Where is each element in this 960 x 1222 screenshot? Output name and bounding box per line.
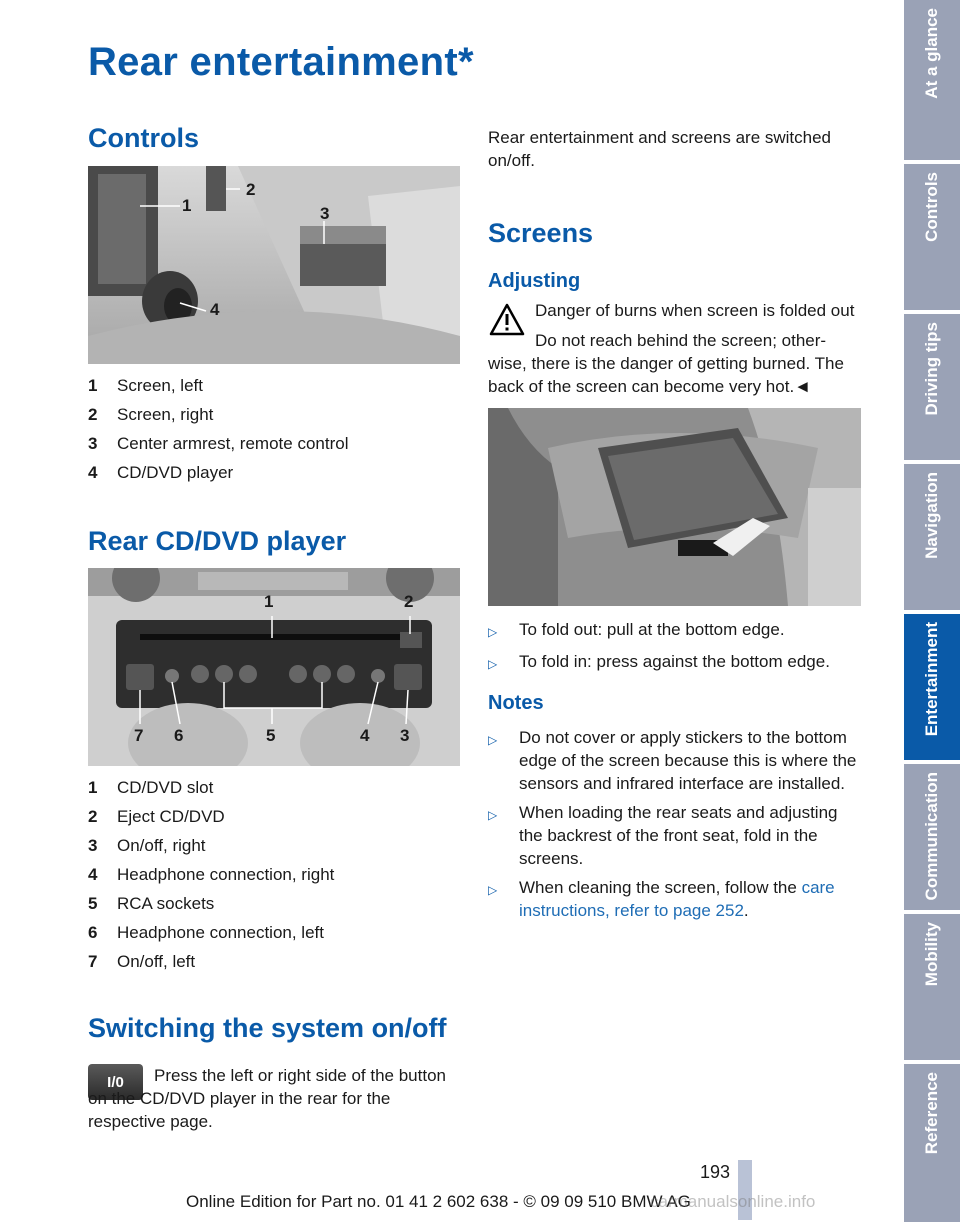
- item-text: Center armrest, remote control: [117, 434, 349, 453]
- list-item: [488, 726, 863, 795]
- item-text: On/off, right: [117, 836, 206, 855]
- bullet-triangle-icon: ▷: [488, 657, 498, 671]
- list-item: [88, 863, 458, 892]
- chapter-tabs: [904, 0, 960, 1222]
- callout-6: 6: [174, 726, 184, 745]
- callout-7: 7: [134, 726, 144, 745]
- list-item: [488, 876, 863, 922]
- tab-controls[interactable]: [904, 164, 960, 310]
- list-item: [88, 776, 458, 805]
- item-number: 2: [88, 807, 98, 826]
- callout-4: 4: [210, 300, 220, 319]
- tab-label: Driving tips: [922, 322, 941, 416]
- item-number: 1: [88, 778, 98, 797]
- tab-label: Entertainment: [922, 622, 941, 737]
- cd-dvd-player-photo: [88, 568, 460, 766]
- item-text: RCA sockets: [117, 894, 215, 913]
- item-number: 7: [88, 952, 98, 971]
- item-number: 6: [88, 923, 98, 942]
- switching-text: Press the left or right side of the button on the CD/DVD player in the rear for the respective page.: [88, 1066, 446, 1131]
- list-item: [88, 805, 458, 834]
- item-text: Headphone connection, left: [117, 923, 324, 942]
- callout-3: 3: [320, 204, 330, 223]
- rear-cabin-photo: [88, 166, 460, 364]
- bullet-triangle-icon: ▷: [488, 625, 498, 639]
- list-item: [88, 461, 458, 490]
- step-text: To fold in: press against the bottom edge.: [519, 652, 830, 671]
- tab-at-a-glance[interactable]: [904, 0, 960, 160]
- bullet-triangle-icon: ▷: [488, 733, 498, 747]
- list-item: [88, 950, 458, 979]
- controls-legend: [88, 374, 458, 490]
- note-text: Do not cover or apply stickers to the bottom edge of the screen because this is where the sensors and infrared interface are installed.: [519, 728, 857, 793]
- tab-label: Navigation: [922, 472, 941, 559]
- list-item: [88, 374, 458, 403]
- note-text: When cleaning the screen, follow the: [519, 878, 802, 897]
- tab-label: Reference: [922, 1072, 941, 1155]
- item-number: 2: [88, 405, 98, 424]
- callout-1: 1: [264, 592, 274, 611]
- tab-label: Controls: [922, 172, 941, 242]
- notes-list: [488, 726, 863, 922]
- switching-text-cont: Rear entertainment and screens are switched on/off.: [488, 128, 832, 170]
- list-item: [88, 921, 458, 950]
- item-number: 5: [88, 894, 98, 913]
- callout-1: 1: [182, 196, 192, 215]
- item-number: 3: [88, 836, 98, 855]
- warning-text-2: wise, there is the danger of getting burned. The back of the screen can become very hot.◄: [488, 354, 844, 396]
- item-text: CD/DVD slot: [117, 778, 214, 797]
- switching-heading: Switching the system on/off: [88, 1013, 447, 1043]
- warning-text-1: Do not reach behind the screen; other-: [535, 331, 827, 350]
- warning-title: Danger of burns when screen is folded out: [535, 301, 855, 320]
- item-number: 1: [88, 376, 98, 395]
- list-item: [88, 892, 458, 921]
- list-item: [88, 403, 458, 432]
- list-item: [88, 834, 458, 863]
- tab-navigation[interactable]: [904, 464, 960, 610]
- item-text: Screen, right: [117, 405, 214, 424]
- tab-label: Mobility: [922, 922, 941, 987]
- item-text: CD/DVD player: [117, 463, 234, 482]
- callout-2: 2: [404, 592, 414, 611]
- callout-4: 4: [360, 726, 370, 745]
- tab-reference[interactable]: [904, 1064, 960, 1222]
- item-text: On/off, left: [117, 952, 196, 971]
- tab-entertainment[interactable]: [904, 614, 960, 760]
- tab-label: Communication: [922, 772, 941, 901]
- list-item: [488, 650, 863, 676]
- notes-heading: Notes: [488, 692, 544, 714]
- list-item: [488, 801, 863, 870]
- player-heading: Rear CD/DVD player: [88, 526, 347, 556]
- button-glyph: I/0: [107, 1073, 124, 1091]
- screen-fold-photo: [488, 408, 861, 606]
- fold-steps: [488, 618, 863, 676]
- callout-3: 3: [400, 726, 410, 745]
- warning-triangle-icon: [489, 303, 525, 336]
- tab-mobility[interactable]: [904, 914, 960, 1060]
- item-text: Screen, left: [117, 376, 203, 395]
- item-text: Headphone connection, right: [117, 865, 335, 884]
- tab-driving-tips[interactable]: [904, 314, 960, 460]
- edition-line: Online Edition for Part no. 01 41 2 602 638 - © 09 09 510 BMW AG: [186, 1192, 691, 1211]
- bullet-triangle-icon: ▷: [488, 883, 498, 897]
- note-text: When loading the rear seats and adjusting the backrest of the front seat, fold in the screens.: [519, 803, 838, 868]
- tab-communication[interactable]: [904, 764, 960, 910]
- page-number: 193: [700, 1162, 731, 1182]
- adjusting-heading: Adjusting: [488, 270, 581, 292]
- controls-heading: Controls: [88, 123, 199, 153]
- note-text-end: .: [743, 901, 749, 920]
- item-number: 4: [88, 463, 98, 482]
- step-text: To fold out: pull at the bottom edge.: [519, 620, 785, 639]
- callout-2: 2: [246, 180, 256, 199]
- page-title: Rear entertainment*: [88, 40, 474, 84]
- player-legend: [88, 776, 458, 979]
- tab-label: At a glance: [922, 8, 941, 99]
- callout-5: 5: [266, 726, 276, 745]
- bullet-triangle-icon: ▷: [488, 808, 498, 822]
- list-item: [88, 432, 458, 461]
- watermark: carmanualsonline.info: [650, 1192, 816, 1211]
- item-number: 4: [88, 865, 98, 884]
- care-instructions-link[interactable]: care instructions, refer to page 252: [519, 878, 835, 920]
- item-number: 3: [88, 434, 98, 453]
- screens-heading: Screens: [488, 218, 594, 248]
- list-item: [488, 618, 863, 644]
- item-text: Eject CD/DVD: [117, 807, 225, 826]
